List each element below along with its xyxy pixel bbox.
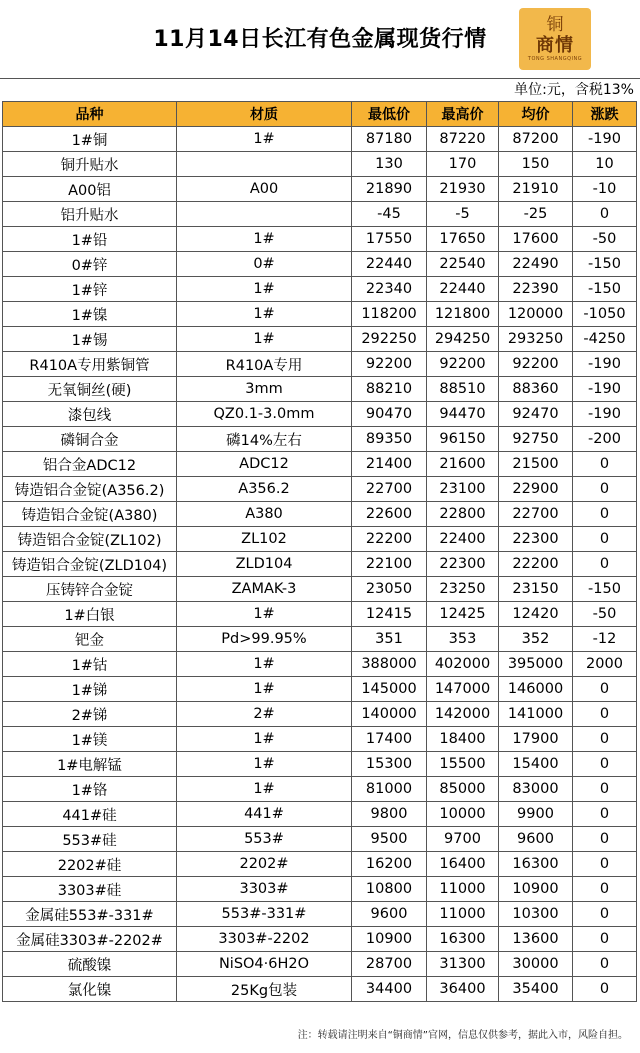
cell-change: -50 (573, 227, 637, 252)
cell-variety: 钯金 (3, 627, 177, 652)
table-row (3, 502, 637, 527)
cell-avg-price: 17600 (499, 227, 573, 252)
cell-material: 1# (177, 652, 352, 677)
cell-avg-price: 87200 (499, 127, 573, 152)
cell-avg-price: 146000 (499, 677, 573, 702)
cell-material: 553#-331# (177, 902, 352, 927)
cell-high-price: -5 (427, 202, 499, 227)
cell-low-price: 22600 (352, 502, 427, 527)
cell-material: 2202# (177, 852, 352, 877)
cell-low-price: 351 (352, 627, 427, 652)
cell-material: 1# (177, 677, 352, 702)
cell-material: ZL102 (177, 527, 352, 552)
table-header-row (3, 102, 637, 127)
cell-variety: 1#锡 (3, 327, 177, 352)
table-row (3, 952, 637, 977)
cell-high-price: 21600 (427, 452, 499, 477)
table-row (3, 802, 637, 827)
cell-low-price: 140000 (352, 702, 427, 727)
cell-high-price: 9700 (427, 827, 499, 852)
cell-material: A380 (177, 502, 352, 527)
cell-variety: 金属硅3303#-2202# (3, 927, 177, 952)
cell-high-price: 11000 (427, 902, 499, 927)
table-row (3, 727, 637, 752)
cell-material: ZAMAK-3 (177, 577, 352, 602)
cell-change: 0 (573, 677, 637, 702)
cell-variety: 金属硅553#-331# (3, 902, 177, 927)
cell-variety: 1#锌 (3, 277, 177, 302)
table-row (3, 752, 637, 777)
table-row (3, 677, 637, 702)
cell-high-price: 10000 (427, 802, 499, 827)
cell-avg-price: 92470 (499, 402, 573, 427)
cell-material: 1# (177, 302, 352, 327)
cell-low-price: 22200 (352, 527, 427, 552)
table-row (3, 777, 637, 802)
cell-change: -190 (573, 127, 637, 152)
cell-low-price: 118200 (352, 302, 427, 327)
cell-high-price: 11000 (427, 877, 499, 902)
cell-low-price: 23050 (352, 577, 427, 602)
cell-variety: 0#锌 (3, 252, 177, 277)
cell-change: 0 (573, 477, 637, 502)
table-row (3, 702, 637, 727)
cell-material: 553# (177, 827, 352, 852)
cell-low-price: 12415 (352, 602, 427, 627)
cell-variety: 2202#硅 (3, 852, 177, 877)
cell-variety: 441#硅 (3, 802, 177, 827)
cell-avg-price: 22200 (499, 552, 573, 577)
cell-high-price: 21930 (427, 177, 499, 202)
table-row (3, 377, 637, 402)
table-row (3, 302, 637, 327)
cell-high-price: 96150 (427, 427, 499, 452)
page-title: 11月14日长江有色金属现货行情 (153, 27, 487, 52)
cell-avg-price: 22900 (499, 477, 573, 502)
cell-avg-price: 352 (499, 627, 573, 652)
cell-avg-price: 92750 (499, 427, 573, 452)
cell-high-price: 31300 (427, 952, 499, 977)
cell-change: 0 (573, 802, 637, 827)
cell-high-price: 23100 (427, 477, 499, 502)
cell-material: 1# (177, 602, 352, 627)
cell-low-price: -45 (352, 202, 427, 227)
cell-low-price: 22340 (352, 277, 427, 302)
cell-avg-price: 12420 (499, 602, 573, 627)
cell-high-price: 94470 (427, 402, 499, 427)
cell-avg-price: 10900 (499, 877, 573, 902)
cell-change: 10 (573, 152, 637, 177)
cell-avg-price: 30000 (499, 952, 573, 977)
cell-change: 0 (573, 502, 637, 527)
cell-variety: 1#电解锰 (3, 752, 177, 777)
unit-note: 单位:元，含税13% (0, 78, 640, 101)
cell-variety: 压铸锌合金锭 (3, 577, 177, 602)
cell-variety: 1#铅 (3, 227, 177, 252)
col-header-change: 涨跌 (573, 102, 637, 127)
cell-avg-price: 9900 (499, 802, 573, 827)
cell-variety: 铝合金ADC12 (3, 452, 177, 477)
cell-material: 25Kg包装 (177, 977, 352, 1002)
table-row (3, 227, 637, 252)
cell-high-price: 121800 (427, 302, 499, 327)
cell-avg-price: 16300 (499, 852, 573, 877)
cell-avg-price: 35400 (499, 977, 573, 1002)
cell-avg-price: 22300 (499, 527, 573, 552)
cell-low-price: 87180 (352, 127, 427, 152)
cell-low-price: 292250 (352, 327, 427, 352)
cell-variety: 铸造铝合金锭(ZL102) (3, 527, 177, 552)
cell-low-price: 16200 (352, 852, 427, 877)
cell-high-price: 22800 (427, 502, 499, 527)
table-row (3, 152, 637, 177)
cell-variety: R410A专用紫铜管 (3, 352, 177, 377)
cell-change: -190 (573, 402, 637, 427)
cell-high-price: 22440 (427, 277, 499, 302)
cell-change: -12 (573, 627, 637, 652)
cell-avg-price: 21500 (499, 452, 573, 477)
cell-avg-price: 23150 (499, 577, 573, 602)
cell-material: 0# (177, 252, 352, 277)
cell-avg-price: 22700 (499, 502, 573, 527)
table-row (3, 277, 637, 302)
cell-avg-price: 150 (499, 152, 573, 177)
cell-avg-price: 10300 (499, 902, 573, 927)
col-header-high-price: 最高价 (427, 102, 499, 127)
cell-variety: 氯化镍 (3, 977, 177, 1002)
cell-high-price: 170 (427, 152, 499, 177)
table-row (3, 177, 637, 202)
logo-main-text: 商情 (536, 34, 574, 56)
table-row (3, 127, 637, 152)
cell-low-price: 90470 (352, 402, 427, 427)
cell-material: QZ0.1-3.0mm (177, 402, 352, 427)
cell-high-price: 142000 (427, 702, 499, 727)
table-row (3, 402, 637, 427)
cell-change: 0 (573, 202, 637, 227)
cell-change: 0 (573, 877, 637, 902)
cell-change: 0 (573, 827, 637, 852)
cell-variety: 硫酸镍 (3, 952, 177, 977)
cell-high-price: 22300 (427, 552, 499, 577)
cell-low-price: 21400 (352, 452, 427, 477)
table-row (3, 602, 637, 627)
cell-low-price: 10900 (352, 927, 427, 952)
col-header-avg-price: 均价 (499, 102, 573, 127)
cell-variety: 无氧铜丝(硬) (3, 377, 177, 402)
cell-variety: 1#钴 (3, 652, 177, 677)
cell-variety: 1#铬 (3, 777, 177, 802)
cell-change: -50 (573, 602, 637, 627)
cell-variety: A00铝 (3, 177, 177, 202)
cell-material: 1# (177, 777, 352, 802)
cell-variety: 1#白银 (3, 602, 177, 627)
cell-variety: 铜升贴水 (3, 152, 177, 177)
cell-change: 0 (573, 777, 637, 802)
col-header-material: 材质 (177, 102, 352, 127)
cell-change: 0 (573, 927, 637, 952)
cell-change: 0 (573, 902, 637, 927)
cell-material (177, 202, 352, 227)
table-row (3, 902, 637, 927)
footer-disclaimer: 注：转载请注明来自“铜商情”官网，信息仅供参考，据此入市，风险自担。 (297, 1030, 628, 1041)
cell-material: 磷14%左右 (177, 427, 352, 452)
cell-avg-price: 17900 (499, 727, 573, 752)
cell-change: -10 (573, 177, 637, 202)
cell-change: -150 (573, 277, 637, 302)
cell-variety: 漆包线 (3, 402, 177, 427)
cell-change: 0 (573, 452, 637, 477)
cell-avg-price: 141000 (499, 702, 573, 727)
cell-variety: 2#锑 (3, 702, 177, 727)
table-row (3, 877, 637, 902)
cell-avg-price: 120000 (499, 302, 573, 327)
cell-low-price: 9500 (352, 827, 427, 852)
cell-avg-price: 15400 (499, 752, 573, 777)
logo-sub-text: TONG SHANGQING (527, 55, 583, 62)
cell-high-price: 353 (427, 627, 499, 652)
cell-low-price: 81000 (352, 777, 427, 802)
header (0, 0, 640, 78)
cell-material: 3mm (177, 377, 352, 402)
table-row (3, 927, 637, 952)
cell-avg-price: 83000 (499, 777, 573, 802)
table-row (3, 627, 637, 652)
cell-change: -4250 (573, 327, 637, 352)
cell-material: 1# (177, 752, 352, 777)
cell-high-price: 88510 (427, 377, 499, 402)
cell-material: ZLD104 (177, 552, 352, 577)
cell-low-price: 34400 (352, 977, 427, 1002)
cell-avg-price: 293250 (499, 327, 573, 352)
cell-avg-price: 9600 (499, 827, 573, 852)
cell-variety: 1#镁 (3, 727, 177, 752)
brand-logo (519, 8, 591, 70)
cell-low-price: 17550 (352, 227, 427, 252)
cell-low-price: 145000 (352, 677, 427, 702)
cell-change: -190 (573, 352, 637, 377)
price-table (2, 101, 637, 1002)
table-row (3, 452, 637, 477)
cell-low-price: 9800 (352, 802, 427, 827)
cell-change: 0 (573, 702, 637, 727)
cell-low-price: 15300 (352, 752, 427, 777)
cell-material: 1# (177, 227, 352, 252)
table-row (3, 852, 637, 877)
cell-variety: 铸造铝合金锭(ZLD104) (3, 552, 177, 577)
cell-avg-price: 21910 (499, 177, 573, 202)
cell-high-price: 402000 (427, 652, 499, 677)
cell-avg-price: -25 (499, 202, 573, 227)
table-row (3, 577, 637, 602)
cell-material: 2# (177, 702, 352, 727)
cell-variety: 1#铜 (3, 127, 177, 152)
cell-high-price: 23250 (427, 577, 499, 602)
cell-avg-price: 22490 (499, 252, 573, 277)
cell-low-price: 89350 (352, 427, 427, 452)
cell-low-price: 92200 (352, 352, 427, 377)
cell-low-price: 22100 (352, 552, 427, 577)
cell-low-price: 17400 (352, 727, 427, 752)
table-row (3, 202, 637, 227)
cell-low-price: 10800 (352, 877, 427, 902)
cell-variety: 1#锑 (3, 677, 177, 702)
cell-high-price: 12425 (427, 602, 499, 627)
table-body (3, 127, 637, 1002)
cell-change: -150 (573, 577, 637, 602)
cell-material: 3303#-2202 (177, 927, 352, 952)
table-row (3, 977, 637, 1002)
cell-high-price: 87220 (427, 127, 499, 152)
cell-low-price: 388000 (352, 652, 427, 677)
cell-low-price: 9600 (352, 902, 427, 927)
cell-low-price: 21890 (352, 177, 427, 202)
cell-change: 0 (573, 977, 637, 1002)
cell-material: ADC12 (177, 452, 352, 477)
table-row (3, 352, 637, 377)
cell-variety: 铸造铝合金锭(A380) (3, 502, 177, 527)
cell-avg-price: 395000 (499, 652, 573, 677)
table-row (3, 427, 637, 452)
cell-change: 2000 (573, 652, 637, 677)
logo-top-char: 铜 (546, 14, 564, 35)
cell-high-price: 17650 (427, 227, 499, 252)
col-header-low-price: 最低价 (352, 102, 427, 127)
cell-variety: 磷铜合金 (3, 427, 177, 452)
cell-low-price: 88210 (352, 377, 427, 402)
cell-variety: 553#硅 (3, 827, 177, 852)
cell-low-price: 22440 (352, 252, 427, 277)
cell-material: A00 (177, 177, 352, 202)
col-header-variety: 品种 (3, 102, 177, 127)
cell-high-price: 294250 (427, 327, 499, 352)
cell-avg-price: 13600 (499, 927, 573, 952)
cell-material: 1# (177, 127, 352, 152)
cell-avg-price: 88360 (499, 377, 573, 402)
cell-change: 0 (573, 952, 637, 977)
cell-change: -1050 (573, 302, 637, 327)
cell-change: -200 (573, 427, 637, 452)
cell-variety: 3303#硅 (3, 877, 177, 902)
cell-high-price: 22540 (427, 252, 499, 277)
table-row (3, 527, 637, 552)
cell-high-price: 36400 (427, 977, 499, 1002)
cell-high-price: 15500 (427, 752, 499, 777)
cell-change: -150 (573, 252, 637, 277)
cell-high-price: 16400 (427, 852, 499, 877)
table-row (3, 827, 637, 852)
table-row (3, 552, 637, 577)
cell-change: 0 (573, 527, 637, 552)
cell-material: NiSO4·6H2O (177, 952, 352, 977)
cell-high-price: 147000 (427, 677, 499, 702)
cell-low-price: 28700 (352, 952, 427, 977)
cell-material: 1# (177, 727, 352, 752)
cell-change: 0 (573, 752, 637, 777)
cell-material: Pd>99.95% (177, 627, 352, 652)
table-row (3, 327, 637, 352)
cell-material: 1# (177, 277, 352, 302)
cell-high-price: 85000 (427, 777, 499, 802)
cell-avg-price: 22390 (499, 277, 573, 302)
cell-material: 1# (177, 327, 352, 352)
cell-change: -190 (573, 377, 637, 402)
cell-low-price: 130 (352, 152, 427, 177)
cell-material: 3303# (177, 877, 352, 902)
cell-material: 441# (177, 802, 352, 827)
cell-change: 0 (573, 727, 637, 752)
cell-variety: 铸造铝合金锭(A356.2) (3, 477, 177, 502)
cell-high-price: 18400 (427, 727, 499, 752)
cell-low-price: 22700 (352, 477, 427, 502)
cell-change: 0 (573, 552, 637, 577)
cell-material: R410A专用 (177, 352, 352, 377)
cell-avg-price: 92200 (499, 352, 573, 377)
table-row (3, 652, 637, 677)
cell-high-price: 92200 (427, 352, 499, 377)
cell-variety: 1#镍 (3, 302, 177, 327)
cell-material: A356.2 (177, 477, 352, 502)
cell-change: 0 (573, 852, 637, 877)
cell-high-price: 22400 (427, 527, 499, 552)
cell-high-price: 16300 (427, 927, 499, 952)
cell-variety: 铝升贴水 (3, 202, 177, 227)
table-row (3, 477, 637, 502)
table-row (3, 252, 637, 277)
cell-material (177, 152, 352, 177)
